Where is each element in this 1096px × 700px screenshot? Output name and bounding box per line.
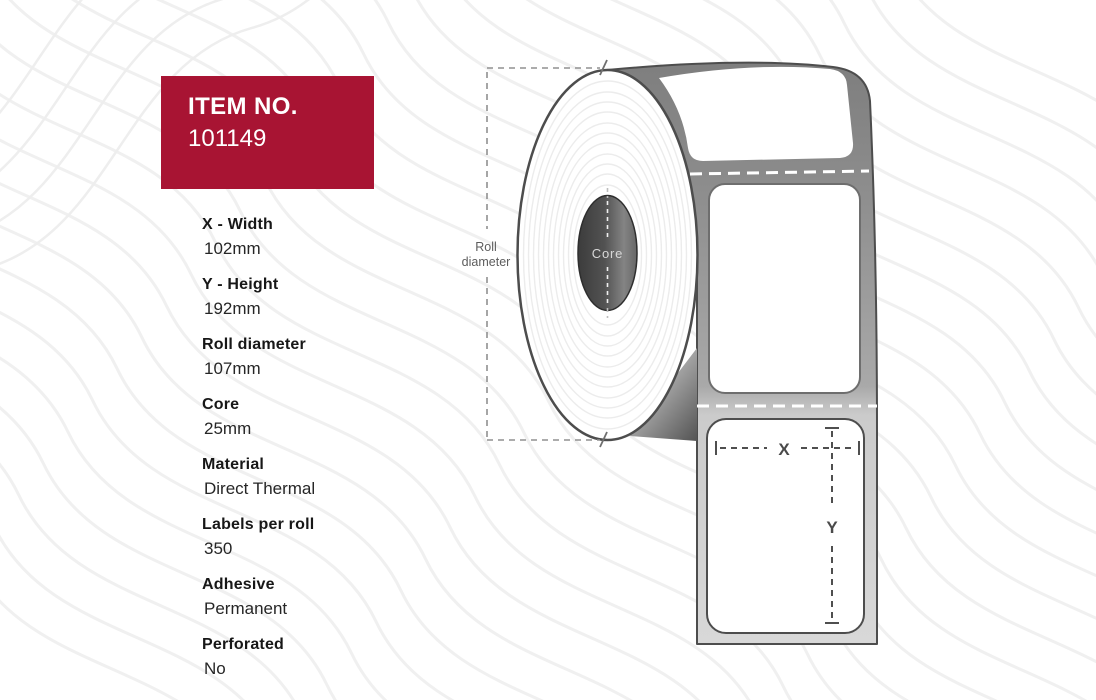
spec-row-perforated (202, 633, 432, 693)
roll-diameter-annotation-label-line1: Roll (475, 240, 497, 254)
spec-value: 350 (204, 539, 233, 558)
spec-label: Y - Height (202, 276, 279, 293)
spec-value: 192mm (204, 299, 261, 318)
spec-row-x-width (202, 213, 432, 273)
spec-row-adhesive (202, 573, 432, 633)
item-number-card (161, 76, 374, 189)
spec-label: Labels per roll (202, 516, 315, 533)
roll-diameter-annotation-label-line2: diameter (461, 255, 511, 269)
spec-value: 102mm (204, 239, 261, 258)
roll-face (518, 70, 698, 440)
y-dimension-label: Y (826, 518, 838, 537)
spec-row-material (202, 453, 432, 513)
spec-label: Roll diameter (202, 336, 306, 353)
spec-row-labels-per-roll (202, 513, 432, 573)
spec-label: Adhesive (202, 576, 275, 593)
spec-label: Perforated (202, 636, 285, 653)
label-top (659, 67, 853, 161)
spec-row-core (202, 393, 432, 453)
spec-value: No (204, 659, 226, 678)
spec-label: Core (202, 396, 240, 413)
core-label: Core (591, 246, 624, 261)
spec-value: Permanent (204, 599, 288, 618)
spec-label: X - Width (202, 216, 273, 233)
spec-label: Material (202, 456, 265, 473)
item-number-value: 101149 (188, 125, 267, 152)
x-dimension-label: X (778, 440, 790, 459)
label-middle (709, 184, 860, 393)
spec-list (202, 213, 432, 693)
spec-value: Direct Thermal (204, 479, 316, 498)
spec-value: 107mm (204, 359, 261, 378)
item-no-heading: ITEM NO. (188, 93, 298, 120)
spec-value: 25mm (204, 419, 252, 438)
spec-row-roll-diameter (202, 333, 432, 393)
spec-row-y-height (202, 273, 432, 333)
